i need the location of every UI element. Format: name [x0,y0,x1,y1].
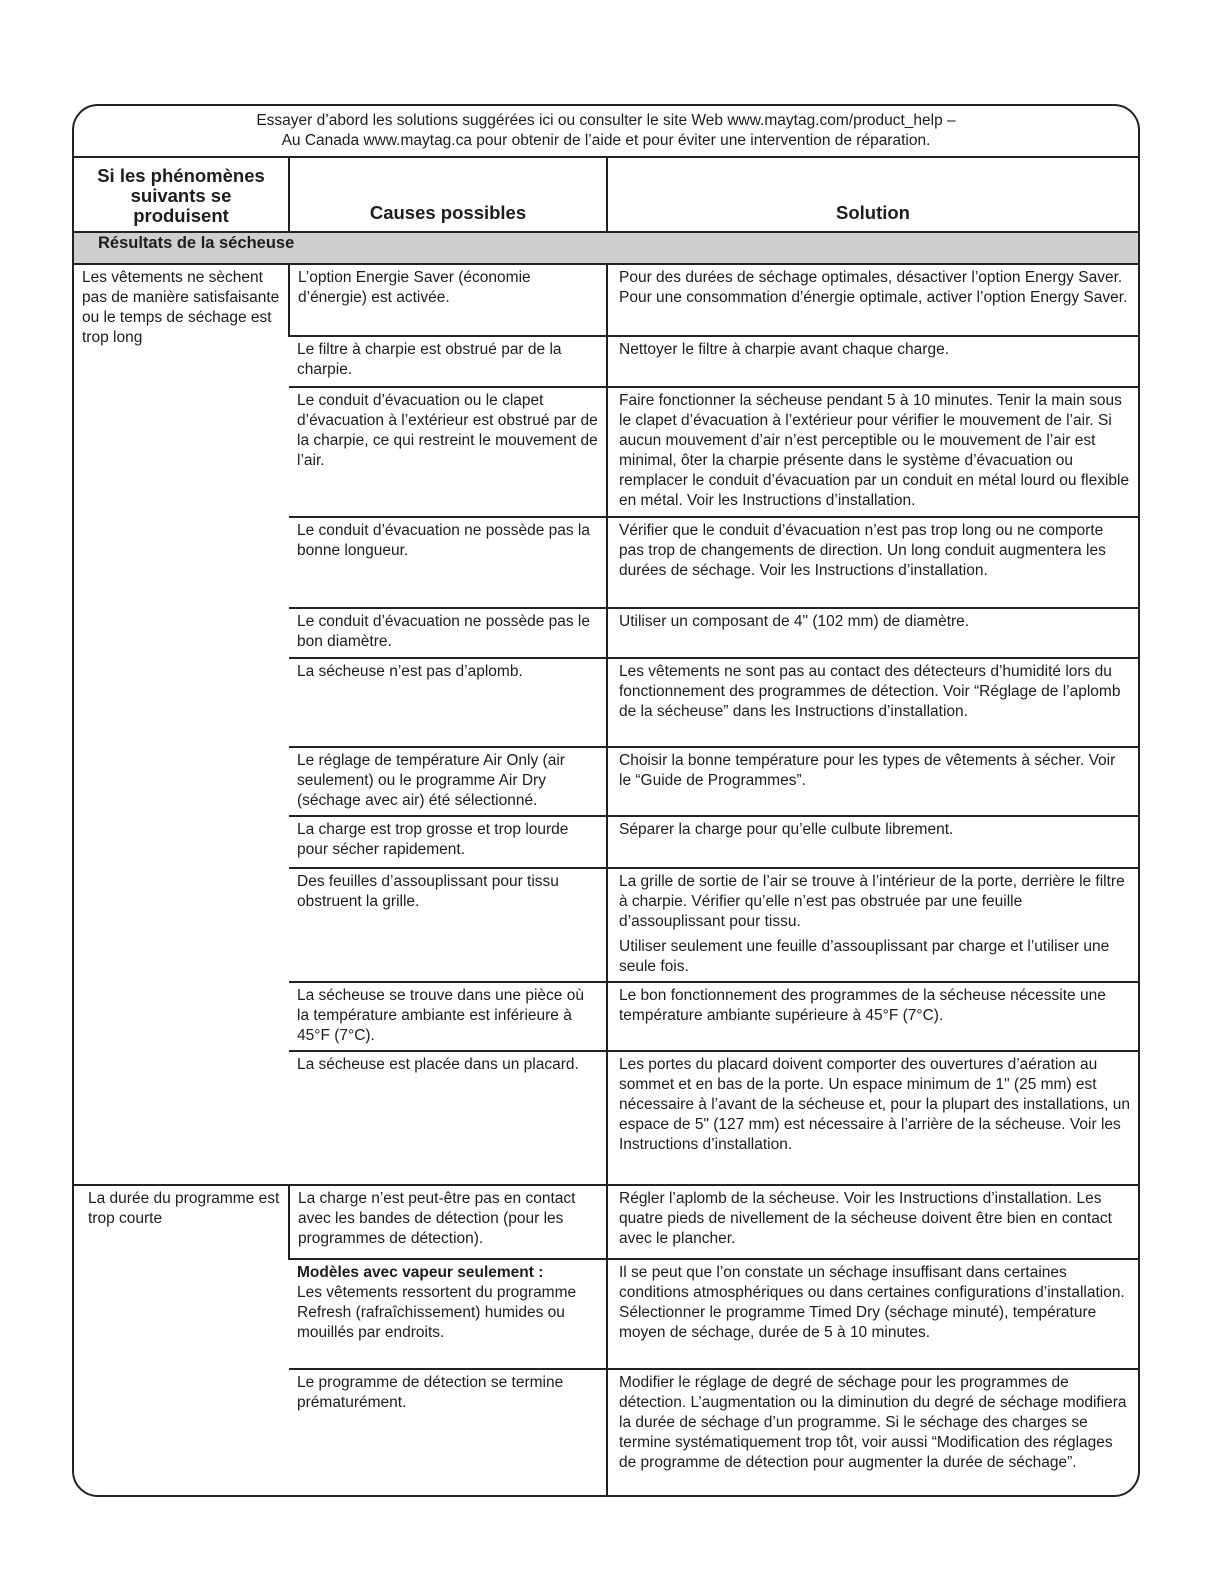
troubleshooting-table [74,158,1138,1497]
solution-cell [607,747,1138,816]
cause-cell: La sécheuse n’est pas d’aplomb. [289,658,607,747]
banner-line-2: Au Canada www.maytag.ca pour obtenir de l’aide et pour éviter une intervention de réparation. [281,132,931,149]
cause-cell: Des feuilles d’assouplissant pour tissu obstruent la grille. [289,868,607,982]
solution-cell [607,1369,1138,1497]
solution-cell [607,264,1138,336]
solution-text: Modifier le réglage de degré de séchage pour les programmes de détection. L’augmentation ou la diminution du degré de séchage modifiera la durée de séchage d’un programme. Si le séchage des charges se termine systématiquement trop tôt, voir aussi “Modification des réglages de programme de détection pour augmenter la durée de séchage”. [619,1374,1127,1471]
cause-cell: La sécheuse est placée dans un placard. [289,1051,607,1185]
solution-text: Choisir la bonne température pour les types de vêtements à sécher. Voir le “Guide de Programmes”. [619,752,1116,789]
cause-cell: Le réglage de température Air Only (air seulement) ou le programme Air Dry (séchage avec air) été sélectionné. [289,747,607,816]
cause-cell: Le conduit d’évacuation ne possède pas la bonne longueur. [289,517,607,608]
solution-text: Il se peut que l’on constate un séchage insuffisant dans certaines conditions atmosphériques ou dans certaines configurations d’installation. Sélectionner le programme Timed Dry (séchage minuté), température moyen de séchage, durée de 5 à 10 minutes. [619,1264,1125,1341]
solution-text: Nettoyer le filtre à charpie avant chaque charge. [619,341,949,358]
solution-cell [607,868,1138,982]
banner-line-1: Essayer d’abord les solutions suggérées ici ou consulter le site Web www.maytag.com/product_help – [256,112,956,129]
solution-cell [607,1051,1138,1185]
solution-text: Pour des durées de séchage optimales, désactiver l’option Energy Saver. Pour une consommation d’énergie optimale, activer l’option Energy Saver. [619,269,1128,306]
header-causes: Causes possibles [289,158,607,232]
section-row [74,232,1138,264]
solution-text: Utiliser un composant de 4" (102 mm) de diamètre. [619,613,970,630]
cause-cell: La charge est trop grosse et trop lourde pour sécher rapidement. [289,816,607,868]
solution-text: Les portes du placard doivent comporter des ouvertures d’aération au sommet et en bas de la porte. Un espace minimum de 1" (25 mm) est nécessaire à l’avant de la sécheuse et, pour la plupart des installations, un espace de 5" (127 mm) est nécessaire à l’arrière de la sécheuse. Voir les Instructions d’installation. [619,1056,1130,1153]
solution-text: Séparer la charge pour qu’elle culbute librement. [619,821,954,838]
help-banner [74,106,1138,158]
cause-note-heading: Modèles avec vapeur seulement : [297,1264,544,1281]
section-title: Résultats de la sécheuse [74,232,1138,264]
cause-cell: Le conduit d’évacuation ou le clapet d’évacuation à l’extérieur est obstrué par de la charpie, ce qui restreint le mouvement de l’air. [289,387,607,517]
solution-cell [607,816,1138,868]
header-symptom-line-3: produisent [133,204,229,226]
solution-cell [607,517,1138,608]
solution-cell [607,1259,1138,1369]
cause-cell [289,1259,607,1369]
cause-cell: La charge n’est peut-être pas en contact avec les bandes de détection (pour les programmes de détection). [289,1185,607,1259]
cause-cell: La sécheuse se trouve dans une pièce où la température ambiante est inférieure à 45°F (7°C). [289,982,607,1051]
header-symptom-line-1: Si les phénomènes [97,164,265,186]
cause-cell: Le programme de détection se termine prématurément. [297,1374,564,1411]
solution-text: La grille de sortie de l’air se trouve à l’intérieur de la porte, derrière le filtre à charpie. Vérifier qu’elle n’est pas obstruée par une feuille d’assouplissant pour tissu. [619,873,1125,930]
solution-text: Faire fonctionner la sécheuse pendant 5 à 10 minutes. Tenir la main sous le clapet d’évacuation à l’extérieur pour vérifier le mouvement de l’air. Si aucun mouvement d’air n’est perceptible ou le mouvement de l’air est minimal, ôter la charpie présente dans le système d’évacuation ou remplacer le conduit d’évacuation par un conduit en métal lourd ou flexible en métal. Voir les Instructions d’installation. [619,392,1130,509]
solution-text: Les vêtements ne sont pas au contact des détecteurs d’humidité lors du fonctionnement des programmes de détection. Voir “Réglage de l’aplomb de la sécheuse” dans les Instructions d’installation. [619,663,1121,720]
solution-text: Régler l’aplomb de la sécheuse. Voir les Instructions d’installation. Les quatre pieds de nivellement de la sécheuse doivent être bien en contact avec le plancher. [619,1190,1112,1247]
solution-text: Vérifier que le conduit d’évacuation n’est pas trop long ou ne comporte pas trop de changements de direction. Un long conduit augmentera les durées de séchage. Voir les Instructions d’installation. [619,522,1106,579]
header-symptom [74,158,289,232]
table-row [74,1185,1138,1259]
table-row [74,264,1138,336]
troubleshooting-table-frame [72,104,1140,1497]
cause-cell: Le conduit d’évacuation ne possède pas le bon diamètre. [289,608,607,658]
header-row [74,158,1138,232]
solution-cell [607,1185,1138,1259]
header-symptom-line-2: suivants se [130,184,232,206]
cause-cell: Le filtre à charpie est obstrué par de la charpie. [289,336,607,387]
cause-cell: L’option Energie Saver (économie d’énergie) est activée. [289,264,607,336]
solution-cell [607,608,1138,658]
symptom-cell: Les vêtements ne sèchent pas de manière satisfaisante ou le temps de séchage est trop long [74,264,289,1185]
solution-text: Le bon fonctionnement des programmes de la sécheuse nécessite une température ambiante supérieure à 45°F (7°C). [619,987,1106,1024]
solution-cell [607,336,1138,387]
header-solution: Solution [607,158,1138,232]
solution-cell [607,982,1138,1051]
symptom-cell: La durée du programme est trop courte [88,1190,280,1227]
solution-text: Utiliser seulement une feuille d’assouplissant par charge et l’utiliser une seule fois. [619,938,1110,975]
solution-cell [607,658,1138,747]
solution-cell [607,387,1138,517]
cause-text: Les vêtements ressortent du programme Refresh (rafraîchissement) humides ou mouillés par endroits. [297,1284,577,1341]
